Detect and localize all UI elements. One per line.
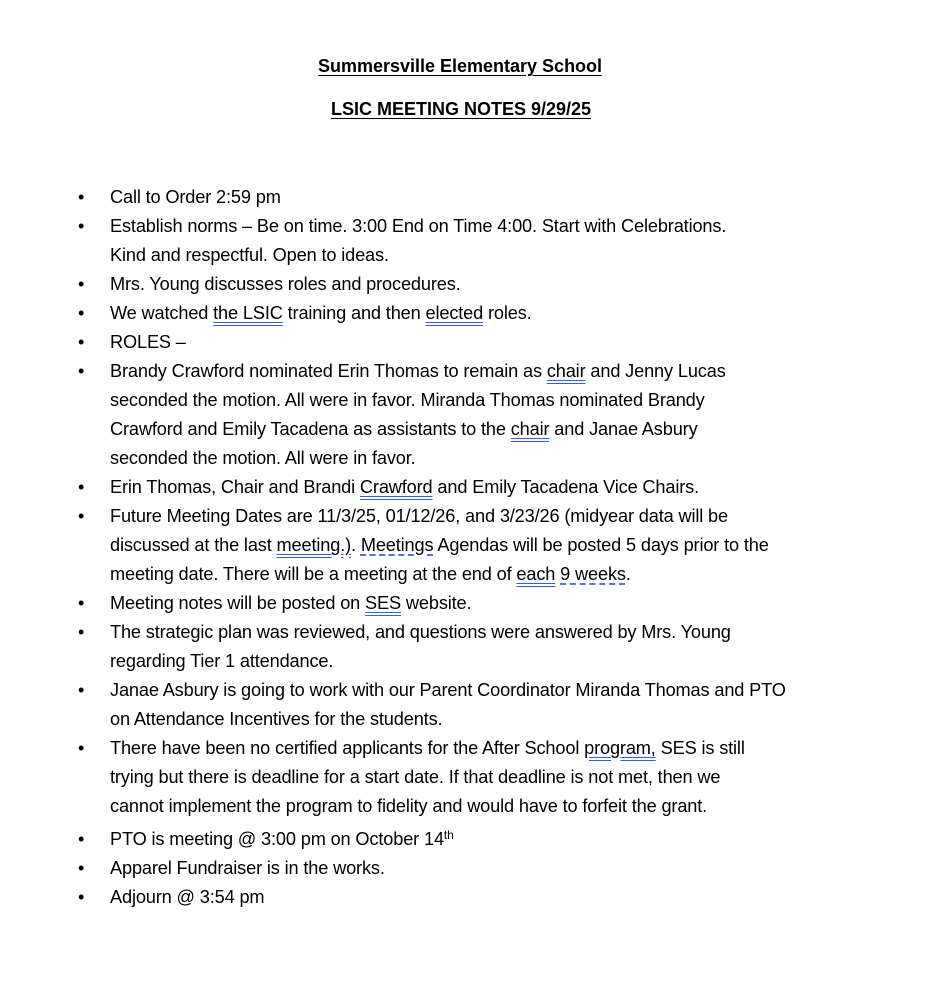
item-text: . (351, 535, 361, 555)
item-text: Brandy Crawford nominated Erin Thomas to remain as (110, 361, 547, 381)
item-text: . (625, 564, 631, 584)
item-text: Erin Thomas, Chair and Brandi (110, 477, 360, 497)
list-item-meeting-dates (0, 502, 936, 589)
item-text: We watched (110, 303, 214, 323)
item-text: Mrs. Young discusses roles and procedures. (110, 274, 461, 294)
grammar-flag: the LSIC (213, 303, 283, 323)
item-text: Apparel Fundraiser is in the works. (110, 858, 385, 878)
item-text: Establish norms – Be on time. 3:00 End on Time 4:00. Start with Celebrations. (110, 216, 727, 236)
item-text: training and then (282, 303, 426, 323)
grammar-flag: Crawford (359, 477, 433, 497)
list-item-nomination (0, 357, 936, 473)
item-text: regarding Tier 1 attendance. (110, 651, 334, 671)
spelling-flag: Meetings (360, 535, 434, 555)
list-item-roles (0, 328, 936, 357)
item-text: discussed at the last (110, 535, 277, 555)
school-name: Summersville Elementary School (317, 56, 603, 76)
grammar-flag: meeting.) (276, 535, 352, 555)
item-text: cannot implement the program to fidelity and would have to forfeit the grant. (110, 796, 708, 816)
list-item-call-to-order (0, 183, 936, 212)
grammar-flag: elected (425, 303, 484, 323)
document-title: LSIC MEETING NOTES 9/29/25 (330, 99, 592, 119)
list-item-strategic-plan (0, 618, 936, 676)
grammar-flag: program, (584, 738, 656, 758)
item-text: Future Meeting Dates are 11/3/25, 01/12/26, and 3/23/26 (midyear data will be (110, 506, 728, 526)
grammar-flag: chair (546, 361, 586, 381)
item-text: and Jenny Lucas (585, 361, 726, 381)
grammar-flag: each (516, 564, 556, 584)
list-item-attendance-incentives (0, 676, 936, 734)
item-text: seconded the motion. All were in favor. (110, 448, 416, 468)
item-text: Janae Asbury is going to work with our Parent Coordinator Miranda Thomas and PTO (110, 680, 786, 700)
item-text: Agendas will be posted 5 days prior to the (433, 535, 769, 555)
spelling-flag: 9 weeks (560, 564, 626, 584)
item-text: Meeting notes will be posted on (110, 593, 366, 613)
list-item-notes-posted (0, 589, 936, 618)
grammar-flag: chair (510, 419, 550, 439)
item-text: SES is still (655, 738, 745, 758)
item-text: Call to Order 2:59 pm (110, 187, 281, 207)
item-text: Crawford and Emily Tacadena as assistants to the (110, 419, 511, 439)
item-text: roles. (483, 303, 532, 323)
grammar-flag: SES (365, 593, 401, 613)
item-text: There have been no certified applicants for the After School (110, 738, 585, 758)
item-text: Adjourn @ 3:54 pm (110, 887, 265, 907)
list-item-training (0, 299, 936, 328)
list-item-after-school (0, 734, 936, 821)
list-item-roles-procedures (0, 270, 936, 299)
item-text: The strategic plan was reviewed, and questions were answered by Mrs. Young (110, 622, 731, 642)
item-text: meeting date. There will be a meeting at the end of (110, 564, 517, 584)
item-text: website. (401, 593, 472, 613)
item-text: and Emily Tacadena Vice Chairs. (432, 477, 699, 497)
item-text: and Janae Asbury (549, 419, 698, 439)
item-text: Kind and respectful. Open to ideas. (110, 245, 389, 265)
list-item-apparel (0, 854, 936, 883)
list-item-adjourn (0, 883, 936, 912)
item-text: PTO is meeting @ 3:00 pm on October 14 (110, 829, 444, 849)
superscript: th (443, 828, 454, 842)
item-text: on Attendance Incentives for the students. (110, 709, 443, 729)
item-text: ROLES – (110, 332, 186, 352)
list-item-pto (0, 825, 936, 854)
item-text: trying but there is deadline for a start date. If that deadline is not met, then we (110, 767, 721, 787)
list-item-chairs (0, 473, 936, 502)
item-text: seconded the motion. All were in favor. Miranda Thomas nominated Brandy (110, 390, 705, 410)
list-item-norms (0, 212, 936, 270)
meeting-notes-list (0, 183, 936, 912)
